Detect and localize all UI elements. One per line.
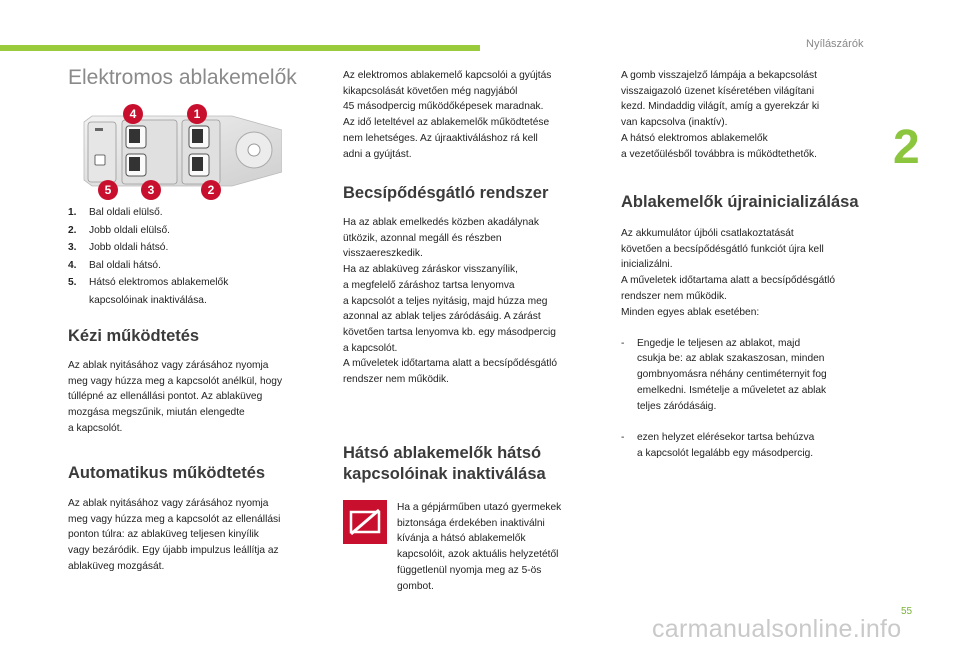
legend-item: 4. Bal oldali hátsó. (68, 259, 161, 271)
figure-legend (68, 204, 318, 309)
hatso-heading: Hátsó ablakemelők hátsó kapcsolóinak inaktiválása (343, 444, 546, 483)
figure-callout-5: 5 (98, 180, 118, 200)
header-accent-bar (0, 45, 480, 51)
legend-item: 2. Jobb oldali elülső. (68, 224, 170, 236)
page-title: Elektromos ablakemelők (68, 66, 297, 89)
reinit-text: Az akkumulátor újbóli csatlakoztatását követően a becsípődésgátló funkciót újra kell inicializálni. A műveletek időtartama alatt a becsípődésgátló rendszer nem működik. Minden egyes ablak esetében: (621, 228, 836, 318)
figure-callout-4: 4 (123, 104, 143, 124)
figure-callout-1: 1 (187, 104, 207, 124)
section-label: Nyílászárók (806, 38, 864, 50)
child-lock-icon (343, 500, 387, 544)
becsip-heading: Becsípődésgátló rendszer (343, 184, 549, 202)
figure-callout-3: 3 (141, 180, 161, 200)
becsip-text: Ha az ablak emelkedés közben akadálynak ütközik, azonnal megáll és részben visszaereszkedik. Ha az ablaküveg záráskor visszanyílik, a megfelelő záráshoz tartsa lenyomva a kapcsolót a teljes nyitásig, majd húzza meg azonnal az ablak teljes záródásáig. A zárást követően tartsa lenyomva kb. egy másodpercig a kapcsolót. A műveletek időtartama alatt a becsípődésgátló rendszer nem működik. (343, 217, 558, 386)
watermark: carmanualsonline.info (652, 615, 902, 643)
figure-callout-2: 2 (201, 180, 221, 200)
middle-intro-text: Az elektromos ablakemelő kapcsolói a gyújtás kikapcsolását követően még nagyjából 45 másodpercig működőképesek maradnak. Az idő leteltével az ablakemelők működtetése nem lehetséges. Az újraaktiváláshoz rá kell adni a gyújtást. (343, 70, 552, 160)
list-item: - ezen helyzet elérésekor tartsa behúzva a kapcsolót legalább egy másodpercig. (621, 430, 891, 461)
reinit-heading: Ablakemelők újrainicializálása (621, 193, 859, 211)
reinit-steps (621, 320, 891, 477)
kezi-heading: Kézi működtetés (68, 327, 200, 345)
page-number: 55 (901, 606, 913, 617)
chapter-number: 2 (893, 121, 920, 174)
auto-text: Az ablak nyitásához vagy zárásához nyomja meg vagy húzza meg a kapcsolót az ellenállási ponton túlra: az ablaküveg teljesen kinyílik vagy bezáródik. Egy újabb impulzus leállítja az ablaküveg mozgását. (68, 498, 281, 572)
kezi-text: Az ablak nyitásához vagy zárásához nyomja meg vagy húzza meg a kapcsolót anélkül, hogy túllépné az ellenállási pontot. Az ablaküveg mozgása megszűnik, miután elengedte a kapcsolót. (68, 360, 283, 434)
hatso-text: Ha a gépjárműben utazó gyermekek biztonsága érdekében inaktiválni kívánja a hátsó ablakemelők kapcsolóit, azok aktuális helyzetétől függetlenül nyomja meg az 5-ös gombot. (397, 502, 562, 592)
legend-item: 1. Bal oldali elülső. (68, 207, 163, 218)
legend-item: 5. Hátsó elektromos ablakemelők kapcsolóinak inaktiválása. (68, 277, 229, 306)
right-intro-text: A gomb visszajelző lámpája a bekapcsolást visszaigazoló üzenet kíséretében világítani kezd. Mindaddig világít, amíg a gyerekzár ki van kapcsolva (inaktív). A hátsó elektromos ablakemelők a vezetőülésből továbbra is működtethetők. (621, 70, 820, 160)
legend-item: 3. Jobb oldali hátsó. (68, 242, 169, 253)
list-item: - Engedje le teljesen az ablakot, majd csukja be: az ablak szakaszosan, minden gombnyomásra néhány centiméternyit fog emelkedni. Ismételje a műveletet az ablak teljes záródásáig. (621, 336, 891, 415)
auto-heading: Automatikus működtetés (68, 464, 266, 482)
